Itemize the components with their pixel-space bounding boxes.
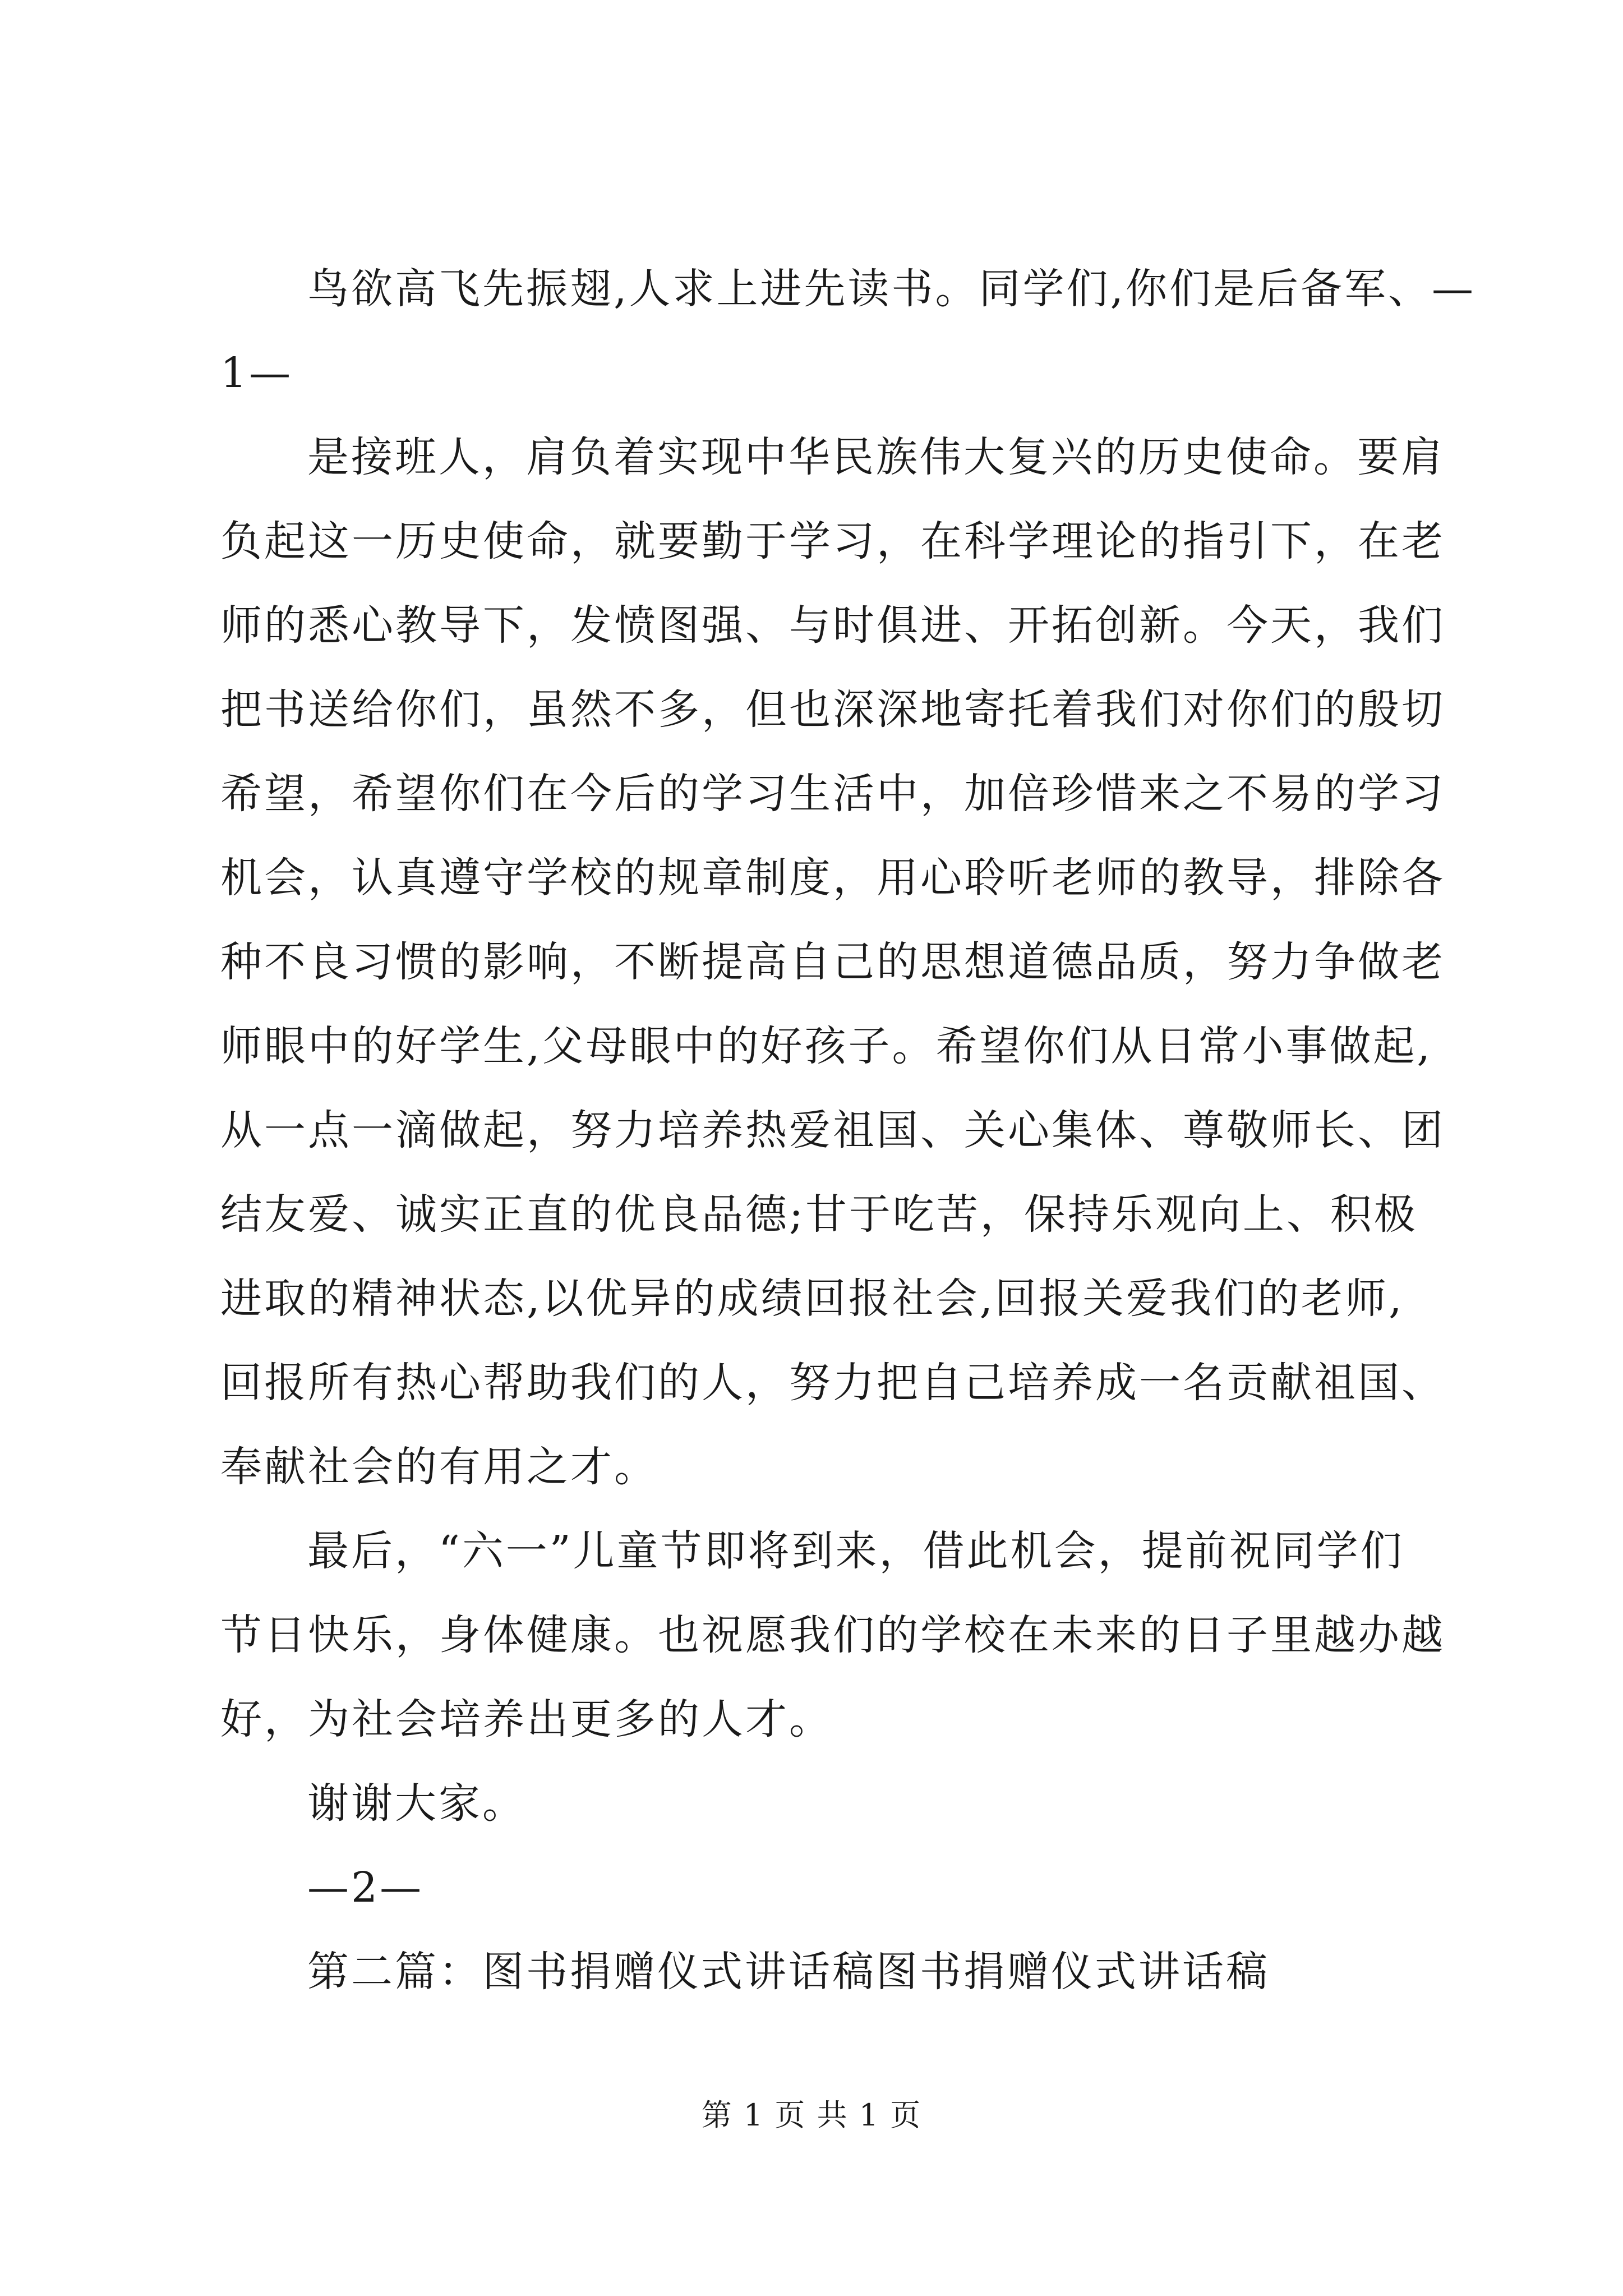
text-line: 进取的精神状态,以优异的成绩回报社会,回报关爱我们的老师, [220, 1274, 1404, 1323]
text-line: 希望，希望你们在今后的学习生活中，加倍珍惜来之不易的学习 [220, 770, 1445, 818]
text-line: 最后，“六一”儿童节即将到来，借此机会，提前祝同学们 [307, 1527, 1404, 1575]
text-line: 好，为社会培养出更多的人才。 [220, 1695, 833, 1743]
document-body [220, 247, 1476, 2014]
text-line: 种不良习惯的影响，不断提高自己的思想道德品质，努力争做老 [220, 938, 1445, 986]
section-heading: 第二篇：图书捐赠仪式讲话稿图书捐赠仪式讲话稿 [307, 1948, 1270, 1996]
text-line: 结友爱、诚实正直的优良品德;甘于吃苦，保持乐观向上、积极 [220, 1190, 1418, 1239]
text-line: 鸟欲高飞先振翅,人求上进先读书。同学们,你们是后备军、— [307, 265, 1476, 313]
text-line: 奉献社会的有用之才。 [220, 1443, 658, 1491]
text-line: 回报所有热心帮助我们的人，努力把自己培养成一名贡献祖国、 [220, 1359, 1445, 1407]
text-line: 节日快乐，身体健康。也祝愿我们的学校在未来的日子里越办越 [220, 1611, 1445, 1659]
text-line: 师的悉心教导下，发愤图强、与时俱进、开拓创新。今天，我们 [220, 601, 1445, 650]
page-footer [0, 2096, 1623, 2135]
text-line: 从一点一滴做起，努力培养热爱祖国、关心集体、尊敬师长、团 [220, 1106, 1445, 1154]
text-line: 负起这一历史使命，就要勤于学习，在科学理论的指引下，在老 [220, 517, 1445, 565]
page-number: 第 1 页 共 1 页 [701, 2097, 922, 2133]
text-line: 师眼中的好学生,父母眼中的好孩子。希望你们从日常小事做起, [220, 1022, 1433, 1070]
text-line: 是接班人，肩负着实现中华民族伟大复兴的历史使命。要肩 [307, 433, 1445, 481]
text-line: 机会，认真遵守学校的规章制度，用心聆听老师的教导，排除各 [220, 854, 1445, 902]
text-line: 把书送给你们，虽然不多，但也深深地寄托着我们对你们的殷切 [220, 685, 1445, 734]
text-line: 谢谢大家。 [307, 1779, 526, 1828]
text-line: 1— [220, 349, 293, 397]
text-line: —2— [307, 1864, 424, 1912]
